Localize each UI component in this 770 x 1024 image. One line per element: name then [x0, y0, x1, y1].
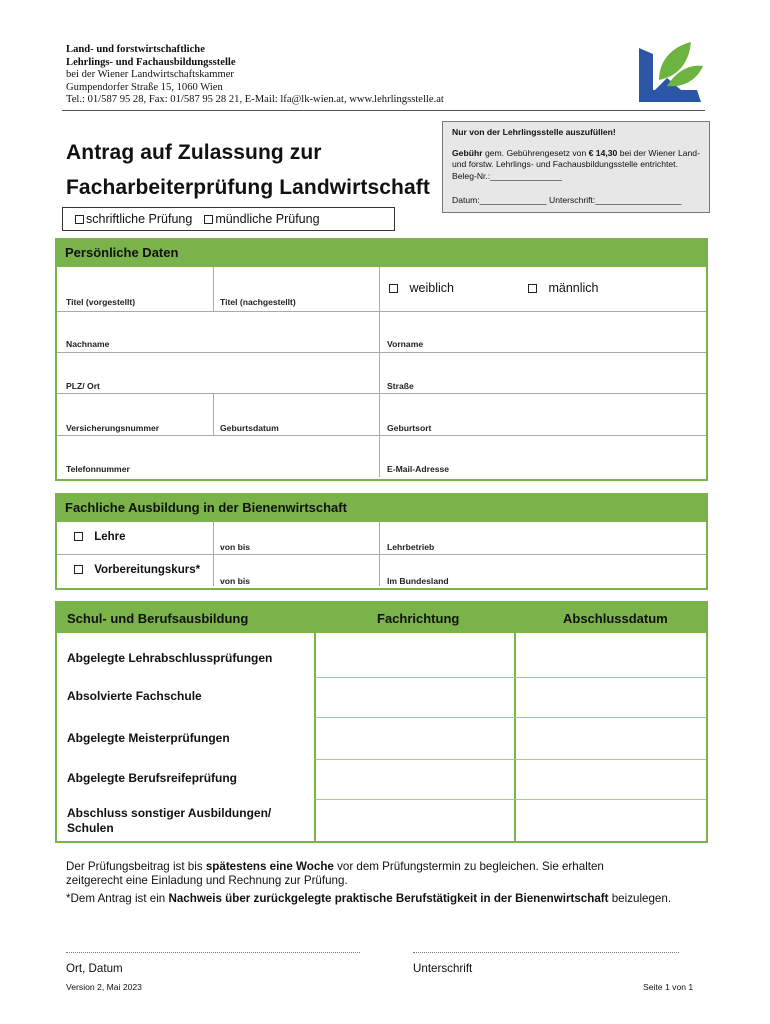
firstname-field[interactable]: Vorname [387, 339, 424, 349]
office-fee-text [452, 148, 700, 183]
org-address: Gumpendorfer Straße 15, 1060 Wien [66, 81, 223, 93]
payment-note-bold: spätestens eine Woche [205, 860, 334, 873]
education-row-line-3 [315, 759, 706, 760]
org-contact: Tel.: 01/587 95 28, Fax: 01/587 95 28 21, E-Mail: lfa@lk-wien.at, www.lehrlingsstelle.at [66, 94, 444, 106]
page-title-line2: Facharbeiterprüfung Landwirtschaft [66, 176, 430, 199]
female-label: weiblich [409, 281, 454, 295]
org-name-line3: bei der Wiener Landwirtschaftskammer [66, 69, 234, 81]
education-divider-v2 [514, 603, 516, 841]
birthplace-field[interactable]: Geburtsort [387, 423, 432, 433]
fee-label: Gebühr [452, 147, 483, 158]
payment-note-a: Der Prüfungsbeitrag ist bis [66, 860, 206, 873]
org-name-line1: Land- und forstwirtschaftliche [66, 44, 205, 55]
education-row-line-1 [315, 677, 706, 678]
letterhead [66, 44, 444, 107]
fee-text-2: bei der Wiener Land- und forstw. Lehrlings- und Fachausbildungsstelle entrichtet. Beleg-Nr.:_______________ [452, 147, 700, 181]
signature-line[interactable] [413, 952, 679, 953]
apprenticeship-checkbox[interactable] [74, 532, 83, 541]
row-master-exams: Abgelegte Meisterprüfungen [67, 731, 230, 745]
exam-type-box [62, 207, 395, 231]
place-date-label: Ort, Datum [66, 962, 123, 975]
education-row-line-2 [315, 717, 706, 718]
personal-data-heading: Persönliche Daten [65, 245, 179, 260]
page-title-line1: Antrag auf Zulassung zur [66, 141, 322, 164]
oral-exam-checkbox[interactable] [204, 215, 213, 224]
attachment-note-bold: Nachweis über zurückgelegte praktische Berufstätigkeit in der Bienenwirtschaft [168, 892, 609, 905]
insurance-number-field[interactable]: Versicherungsnummer [66, 423, 160, 433]
attachment-note-b: beizulegen. [608, 892, 672, 905]
apprenticeship-option[interactable] [74, 531, 126, 543]
education-heading: Schul- und Berufsausbildung [67, 611, 249, 626]
education-row-line-4 [315, 799, 706, 800]
title-divider-v [213, 267, 214, 311]
training-heading: Fachliche Ausbildung in der Bienenwirtschaft [65, 500, 347, 515]
written-exam-label: schriftliche Prüfung [86, 212, 193, 226]
lk-logo-icon [637, 40, 703, 106]
office-use-heading: Nur von der Lehrlingsstelle auszufüllen! [452, 127, 616, 137]
row-vocational-maturity: Abgelegte Berufsreifeprüfung [67, 771, 238, 785]
org-name-line2: Lehrlings- und Fachausbildungsstelle [66, 56, 236, 68]
title-pre-field[interactable]: Titel (vorgestellt) [66, 297, 136, 307]
header-divider [62, 110, 705, 111]
apprenticeship-label: Lehre [94, 531, 126, 543]
prep-course-checkbox[interactable] [74, 565, 83, 574]
training-section [55, 522, 708, 590]
row-technical-school: Absolvierte Fachschule [67, 689, 202, 703]
email-field[interactable]: E-Mail-Adresse [387, 464, 450, 474]
place-date-line[interactable] [66, 952, 360, 953]
attachment-note [66, 892, 671, 906]
birthdate-divider-v [213, 393, 214, 435]
written-exam-checkbox[interactable] [75, 215, 84, 224]
prep-course-option[interactable] [74, 564, 200, 576]
prep-course-label: Vorbereitungskurs* [94, 564, 201, 576]
apprenticeship-period-field[interactable]: von bis [220, 542, 251, 552]
row-line-2 [57, 352, 706, 353]
row-apprenticeship-exams: Abgelegte Lehrabschlussprüfungen [67, 651, 273, 665]
education-divider-v1 [314, 603, 316, 841]
row-line-1 [57, 311, 706, 312]
payment-note-b: vor dem Prüfungstermin zu begleichen. Sie erhalten [333, 860, 604, 873]
row-line-3 [57, 393, 706, 394]
signature-label: Unterschrift [413, 962, 473, 975]
attachment-note-a: *Dem Antrag ist ein [66, 892, 169, 905]
phone-field[interactable]: Telefonnummer [66, 464, 130, 474]
prep-course-state-field[interactable]: Im Bundesland [387, 576, 449, 586]
office-date-signature: Datum:______________ Unterschrift:__________________ [452, 194, 682, 205]
birthdate-field[interactable]: Geburtsdatum [220, 423, 279, 433]
training-header [55, 493, 708, 522]
office-use-box [442, 121, 710, 213]
gender-female[interactable] [389, 281, 454, 295]
fee-amount: € 14,30 [588, 147, 618, 158]
personal-divider-v [379, 267, 380, 477]
male-label: männlich [548, 281, 599, 295]
title-post-field[interactable]: Titel (nachgestellt) [220, 297, 296, 307]
personal-data-section [55, 267, 708, 481]
female-checkbox[interactable] [389, 284, 398, 293]
page-number: Seite 1 von 1 [643, 982, 694, 992]
lastname-field[interactable]: Nachname [66, 339, 110, 349]
apprenticeship-company-field[interactable]: Lehrbetrieb [387, 542, 435, 552]
version-label: Version 2, Mai 2023 [66, 982, 142, 992]
row-other-education-cont: Schulen [67, 821, 114, 835]
col-field-heading: Fachrichtung [377, 611, 460, 626]
education-table [55, 601, 708, 843]
zip-city-field[interactable]: PLZ/ Ort [66, 381, 100, 391]
education-header [57, 603, 706, 633]
male-checkbox[interactable] [528, 284, 537, 293]
oral-exam-label: mündliche Prüfung [215, 212, 320, 226]
col-date-heading: Abschlussdatum [563, 611, 668, 626]
fee-text-1: gem. Gebührengesetz von [482, 147, 589, 158]
row-other-education: Abschluss sonstiger Ausbildungen/ [67, 806, 272, 820]
training-row-line [57, 554, 706, 555]
row-line-4 [57, 435, 706, 436]
personal-data-header [55, 238, 708, 267]
payment-note [66, 860, 604, 888]
gender-male[interactable] [528, 281, 599, 295]
prep-course-period-field[interactable]: von bis [220, 576, 251, 586]
street-field[interactable]: Straße [387, 381, 414, 391]
payment-note-c: zeitgerecht eine Einladung und Rechnung zur Prüfung. [66, 874, 348, 887]
